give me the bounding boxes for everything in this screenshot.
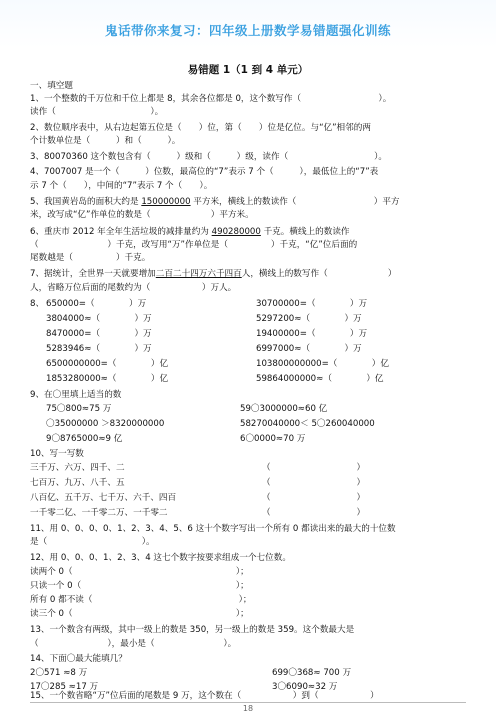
q9-row-1-left: 〇35000000 ＞8320000000 bbox=[46, 419, 165, 429]
q5-text-b: 平方米，横线上的数读作（ ）平方 bbox=[190, 197, 400, 207]
q8-row-2-left: 8470000=（ ）万 bbox=[46, 329, 152, 339]
q10-row-2-left: 八百亿、五千万、七千万、六千、四百 bbox=[30, 493, 177, 503]
page-number: 18 bbox=[242, 704, 254, 713]
question-13-line-2: （ ），最小是（ ）。 bbox=[30, 639, 237, 649]
question-2-line-1: 2、数位顺序表中，从右边起第五位是（ ）位，第（ ）位是亿位。与“亿”相邻的两 bbox=[30, 123, 371, 133]
q14-row-0-left: 2〇571 ≈8 万 bbox=[30, 668, 88, 678]
q5-text-a: 5、我国黄岩岛的面积大约是 bbox=[30, 197, 142, 207]
q14-row-1-left: 17〇285 ≈17 万 bbox=[30, 682, 99, 692]
question-1-line-1: 1、一个整数的千万位和千位上都是 8，其余各位都是 0，这个数写作（ ）。 bbox=[30, 94, 392, 104]
q9-row-2-right: 6〇0000≈70 万 bbox=[240, 434, 306, 444]
footer-divider bbox=[30, 702, 466, 703]
q10-row-3-left: 一千零二亿、一千零二万、一千零二 bbox=[30, 508, 168, 518]
q10-row-1-right: （ ） bbox=[262, 478, 366, 488]
question-4-line-2: 示 7 个（ ），中间的“7”表示 7 个（ ）。 bbox=[30, 181, 213, 191]
q8-row-5-right: 59864000000≈（ ）亿 bbox=[256, 374, 384, 384]
q8-row-5-left: 1853280000≈（ ）亿 bbox=[46, 374, 169, 384]
question-14-head: 14、下面〇最大能填几？ bbox=[30, 654, 127, 664]
q8-row-0-left: 650000=（ ）万 bbox=[46, 299, 147, 309]
q6-text-b: 千克。横线上的数读作 bbox=[260, 227, 350, 237]
question-5-line-1 bbox=[30, 196, 480, 208]
question-1-line-2: 读作（ ）。 bbox=[30, 107, 164, 117]
q10-row-0-left: 三千万、六万、四千、二 bbox=[30, 463, 125, 473]
section-heading: 一、填空题 bbox=[30, 81, 73, 91]
q10-row-3-right: （ ） bbox=[262, 508, 366, 518]
question-10-head: 10、写一写数 bbox=[30, 449, 84, 459]
q8-row-4-right: 103800000000=（ ）亿 bbox=[256, 359, 389, 369]
question-11-line-1: 11、用 0、0、0、0、1、2、3、4、5、6 这十个数字写出一个所有 0 都读出来的最大的十位数 bbox=[30, 524, 396, 534]
question-7-line-1 bbox=[30, 268, 480, 280]
q8-row-4-left: 6500000000=（ ）亿 bbox=[46, 359, 169, 369]
q7-text-a: 7、据统计，全世界一天就要增加 bbox=[30, 269, 156, 279]
q10-row-1-left: 七百万、九万、八千、五 bbox=[30, 478, 125, 488]
q7-underlined-words: 二百二十四万六千四百 bbox=[155, 269, 242, 279]
q8-row-1-left: 3804000≈（ ）万 bbox=[46, 314, 152, 324]
page-title: 易错题 1（1 到 4 单元） bbox=[187, 64, 309, 76]
question-3: 3、80070360 这个数包含有（ ）级和（ ）级，读作（ ）。 bbox=[30, 152, 388, 162]
question-6-line-2: （ ）千克，改写用“万”作单位是（ ）千克，“亿”位后面的 bbox=[30, 240, 358, 250]
question-12-head: 12、用 0、0、0、1、2、3、4 这七个数字按要求组成一个七位数。 bbox=[30, 553, 291, 563]
question-6-line-1 bbox=[30, 226, 480, 238]
question-9-head: 9、在〇里填上适当的数 bbox=[30, 390, 122, 400]
q9-row-0-left: 75〇800≈75 万 bbox=[46, 404, 112, 414]
q8-row-3-left: 5283946≈（ ）万 bbox=[46, 344, 152, 354]
q12-row-3: 读三个 0（ ）； bbox=[30, 609, 249, 619]
question-2-line-2: 个计数单位是（ ）和（ ）。 bbox=[30, 136, 181, 146]
q12-row-0: 读两个 0（ ）； bbox=[30, 567, 249, 577]
question-13-line-1: 13、一个数含有两级，其中一级上的数是 350，另一级上的数是 359。这个数最大是 bbox=[30, 625, 355, 635]
q10-row-0-right: （ ） bbox=[262, 463, 366, 473]
q9-row-1-right: 58270040000＜ 5〇260040000 bbox=[240, 419, 375, 429]
question-15: 15、一个数省略“万”位后面的尾数是 9 万，这个数在（ ）到（ ） bbox=[30, 691, 379, 701]
question-5-line-2: 米，改写成“亿”作单位的数是（ ）平方米。 bbox=[30, 210, 254, 220]
q14-row-1-right: 3〇6090≈32 万 bbox=[272, 682, 338, 692]
q12-row-1: 只读一个 0（ ）； bbox=[30, 581, 249, 591]
question-6-line-3: 尾数越是（ ）千克。 bbox=[30, 253, 151, 263]
q6-text-a: 6、重庆市 2012 年全年生活垃圾的减排量约为 bbox=[30, 227, 212, 237]
banner-title: 鬼话带你来复习：四年级上册数学易错题强化训练 bbox=[104, 23, 391, 38]
q12-row-2: 所有 0 都不读（ ）； bbox=[30, 595, 252, 605]
q9-row-2-left: 9〇8765000≈9 亿 bbox=[46, 434, 123, 444]
q7-text-b: 人，横线上的数写作（ ） bbox=[241, 269, 397, 279]
q5-underlined-number: 150000000 bbox=[141, 197, 191, 207]
header-banner bbox=[0, 0, 496, 48]
question-7-line-2: 人，省略万位后面的尾数约为（ ）万人。 bbox=[30, 283, 237, 293]
question-8-head: 8、 bbox=[30, 299, 45, 309]
q8-row-1-right: 5297200≈（ ）万 bbox=[256, 314, 362, 324]
question-11-line-2: 是（ ）。 bbox=[30, 537, 155, 547]
q6-underlined-number: 490280000 bbox=[211, 227, 261, 237]
q8-row-2-right: 19400000=（ ）万 bbox=[256, 329, 368, 339]
q8-row-0-right: 30700000=（ ）万 bbox=[256, 299, 368, 309]
q9-row-0-right: 59〇3000000≈60 亿 bbox=[240, 404, 328, 414]
q14-row-0-right: 699〇368≈ 700 万 bbox=[272, 668, 352, 678]
q8-row-3-right: 6997000≈（ ）万 bbox=[256, 344, 362, 354]
question-4-line-1: 4、7007007 是一个（ ）位数，最高位的“7”表示 7 个（ ），最低位上的“7”表 bbox=[30, 167, 379, 177]
q10-row-2-right: （ ） bbox=[262, 493, 366, 503]
